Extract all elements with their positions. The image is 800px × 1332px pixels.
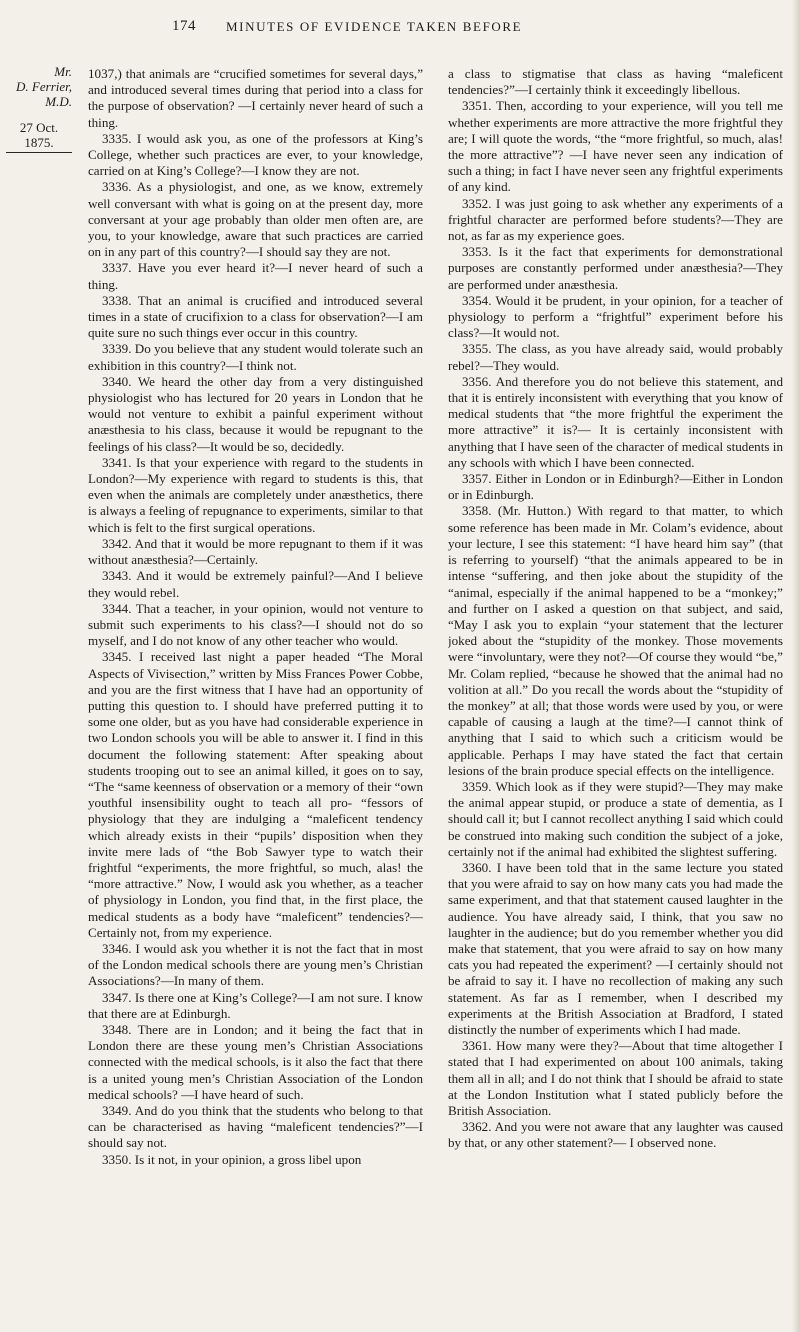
paragraph: 3339. Do you believe that any student would tolerate such an exhibition in this country?—I think not. xyxy=(88,341,423,373)
page-edge-shadow xyxy=(792,0,800,1332)
running-head: MINUTES OF EVIDENCE TAKEN BEFORE xyxy=(226,19,523,34)
paragraph: 3338. That an animal is crucified and introduced several times in a state of crucifixion to a class for observation?—I am quite sure no such things ever occur in this country. xyxy=(88,292,423,341)
paragraph: 3340. We heard the other day from a very distinguished physiologist who has lectured for 20 years in London that he would not venture to exhibit a painful experiment without anæsthesia to his class, because it would be repugnant to the feelings of his class?—It would be so, decidedly. xyxy=(88,373,423,454)
paragraph: 3361. How many were they?—About that time altogether I stated that I had experimented on about 100 animals, taking them all in all; and I do not think that I should be afraid to state at the London Institution what I stated publicly before the British Association. xyxy=(448,1038,783,1118)
witness-degree: M.D. xyxy=(45,94,72,109)
paragraph: 3351. Then, according to your experience, will you tell me whether experiments are more attractive the more frightful they are; I will quote the words, “the “more frightful, so much, alas! the more attractive”? —I have never seen any indication of such a thing; in fact I have never seen any frightful experiments of any kind. xyxy=(448,98,783,195)
paragraph: 3354. Would it be prudent, in your opinion, for a teacher of physiology to perform a “frightful” experiment before his class?—It would not. xyxy=(448,292,783,341)
paragraph: 3357. Either in London or in Edinburgh?—Either in London or in Edinburgh. xyxy=(448,471,783,503)
left-column xyxy=(88,66,423,1328)
paragraph: 3356. And therefore you do not believe this statement, and that it is entirely inconsistent with everything that you know of medical students that “the more frightful the experiment the more attractive” it is?— It is certainly inconsistent with anything that I have seen of the character of medical students in any schools with which I have been connected. xyxy=(448,373,783,470)
paragraph: 3360. I have been told that in the same lecture you stated that you were afraid to say on how many cats you had made the same experiment, and that that statement caused laughter in the audience. You have already said, I think, that you saw no laughter in the audience; but do you remember whether you did make that statement, that you were afraid to say on how many cats you had repeated the experiment? —I certainly should not be afraid to say it. I have no recollection of making any such statement. As far as I remember, when I described my experiments at the British Association at Bradford, I stated distinctly the number of experiments which I had made. xyxy=(448,859,783,1037)
page-number: 174 xyxy=(172,18,196,34)
paragraph: 3341. Is that your experience with regard to the students in London?—My experience with regard to students is this, that even when the animals are completely under anæsthetics, there is always a feeling of repugnance to experiments, similar to that which is felt to the first surgical operations. xyxy=(88,454,423,535)
text-columns xyxy=(88,66,788,1328)
paragraph: 3350. Is it not, in your opinion, a gross libel upon xyxy=(102,1151,362,1167)
witness-title: Mr. xyxy=(54,64,72,79)
paragraph: 3344. That a teacher, in your opinion, would not venture to submit such experiments to his class?—I should not do so myself, and I do not know of any other teacher who would. xyxy=(88,600,423,649)
paragraph: 3358. (Mr. Hutton.) With regard to that matter, to which some reference has been made in Mr. Colam’s evidence, about your lecture, I see this statement: “I have heard him say” (that is referring to yourself) “that the animals appeared to be in intense “suffering, and then joke about the stupidity of the “animal, especially if the animal happened to be a “monkey;” and further on I asked a question on that subject, and said, “May I ask you to explain “your statement that the lecturer joked about the “stupidity of the monkey. Those movements were “involuntary, were they not?—Of course they would “be,” Mr. Colam replied, “because he showed that the animal had no volition at all.” Do you recall the words about the “stupidity of the monkey” at all; that those words were used by you, or were capable of causing a laugh at the time?—I cannot think of anything that I said to which such a criticism would be applicable. Perhaps I may have stated the fact that certain lesions of the brain produce special effects on the intelligence. xyxy=(448,503,783,778)
paragraph: 3346. I would ask you whether it is not the fact that in most of the London medical schools there are young men’s Christian Associations?—In many of them. xyxy=(88,940,423,989)
paragraph: 3347. Is there one at King’s College?—I am not sure. I know that there are at Edinburgh. xyxy=(88,989,423,1021)
paragraph: 3336. As a physiologist, and one, as we know, extremely well conversant with what is going on at the present day, more conversant at your age probably than older men often are, are you, to your knowledge, aware that such practices are carried on in any part of this country?—I should say they are not. xyxy=(88,179,423,260)
paragraph: 3359. Which look as if they were stupid?—They may make the animal appear stupid, or produce a state of dementia, as I should call it; but I cannot recollect anything I said which could be construed into making such condition the subject of a joke, certainly not if the animal had exhibited the slightest suffering. xyxy=(448,778,783,859)
paragraph: 3349. And do you think that the students who belong to that can be characterised as having “maleficent tendencies?”—I should say not. xyxy=(88,1103,423,1151)
paragraph: 3345. I received last night a paper headed “The Moral Aspects of Vivisection,” written by Miss Frances Power Cobbe, and you are the first witness that I have had an opportunity of putting this question to. I should have preferred putting it to some one older, but as you have had considerable experience in two London schools you will be able to answer it. I find in this document the following statement: After speaking about students trooping out to see an animal killed, it goes on to say, “The “same keenness of observation or a memory of their “own youthful insensibility ought to teach all pro- “fessors of physiology that they are indulging a “maleficent tendency which already exists in their “pupils’ disposition when they invite mere lads of “the Bob Sawyer type to watch their frightful “experiments, the more frightful, so much, alas! the “more attractive.” Now, I would ask you whether, as a teacher of physiology in London, you find that, in the first place, the medical students as a body have “maleficent” tendencies?—Certainly not, from my experience. xyxy=(88,649,423,940)
paragraph: 3343. And it would be extremely painful?—And I believe they would rebel. xyxy=(88,568,423,600)
paragraph: 3362. And you were not aware that any laughter was caused by that, or any other statement?— I observed none. xyxy=(448,1119,783,1151)
margin-note xyxy=(6,64,72,153)
paragraph: a class to stigmatise that class as having “maleficent tendencies?”—I certainly think it exceedingly libellous. xyxy=(448,66,783,98)
paragraph: 3335. I would ask you, as one of the professors at King’s College, whether such practices are ever, to your knowledge, carried on at King’s College?—I know they are not. xyxy=(88,130,423,179)
paragraph: 3337. Have you ever heard it?—I never heard of such a thing. xyxy=(88,260,423,292)
paragraph: 3353. Is it the fact that experiments for demonstrational purposes are constantly performed under anæsthesia?—They are performed under anæsthesia. xyxy=(448,244,783,292)
right-column xyxy=(448,66,783,1328)
paragraph: 1037,) that animals are “crucified sometimes for several days,” and introduced several times during that period into a class for the purpose of observation? —I certainly never heard of such a thing. xyxy=(88,66,423,130)
page-header xyxy=(0,14,800,42)
paragraph: 3355. The class, as you have already said, would probably rebel?—They would. xyxy=(448,341,783,373)
paragraph: 3352. I was just going to ask whether any experiments of a frightful character are performed before students?—They are not, as far as my experience goes. xyxy=(448,195,783,244)
paragraph: 3342. And that it would be more repugnant to them if it was without anæsthesia?—Certainly. xyxy=(88,535,423,568)
paragraph: 3348. There are in London; and it being the fact that in London there are these young men’s Christian Associations connected with the medical schools, is it also the fact that there is a united young men’s Christian Association of the London medical schools? —I have heard of such. xyxy=(88,1021,423,1102)
margin-date: 27 Oct. 1875. xyxy=(6,120,72,153)
witness-name: D. Ferrier, xyxy=(16,79,72,94)
